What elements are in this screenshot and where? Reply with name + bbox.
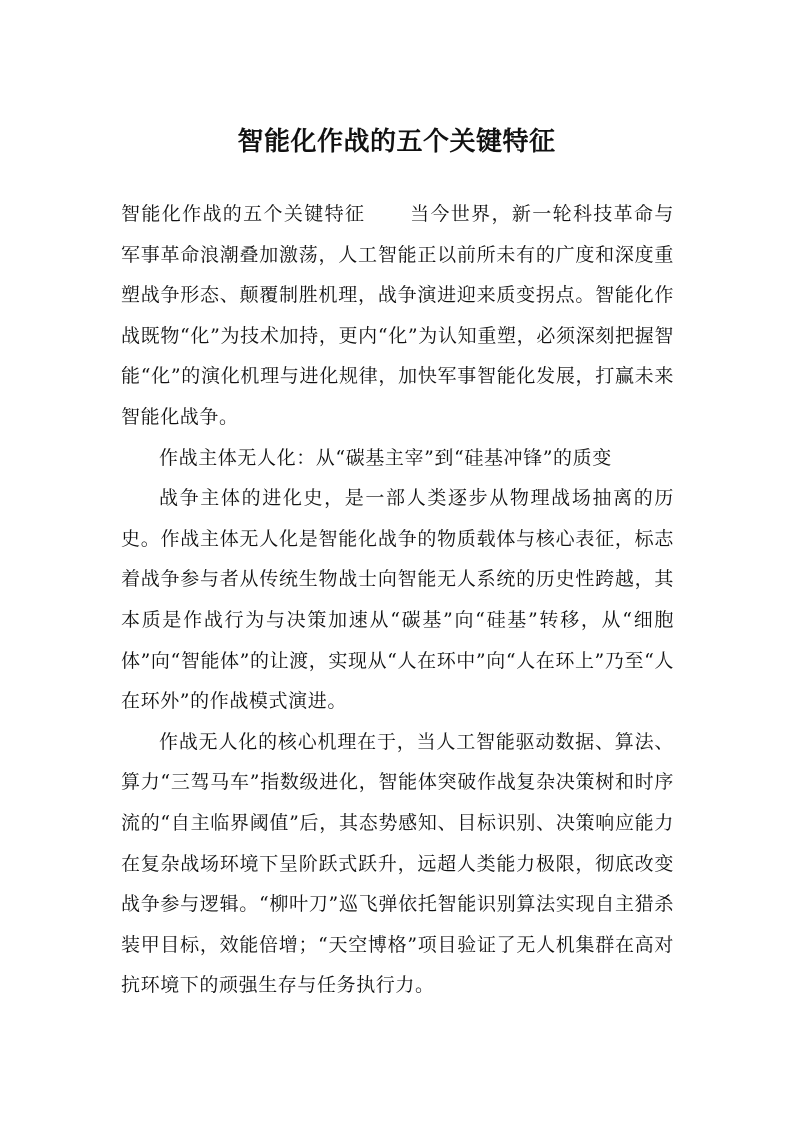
document-body — [121, 194, 674, 1006]
body-paragraph-2: 作战无人化的核心机理在于，当人工智能驱动数据、算法、算力“三驾马车”指数级进化，智能体突破作战复杂决策树和时序流的“自主临界阈值”后，其态势感知、目标识别、决策响应能力在复杂战场环境下呈阶跃式跃升，远超人类能力极限，彻底改变战争参与逻辑。“柳叶刀”巡飞弹依托智能识别算法实现自主猎杀装甲目标，效能倍增；“天空博格”项目验证了无人机集群在高对抗环境下的顽强生存与任务执行力。 — [121, 730, 674, 997]
body-paragraph-1: 战争主体的进化史，是一部人类逐步从物理战场抽离的历史。作战主体无人化是智能化战争的物质载体与核心表征，标志着战争参与者从传统生物战士向智能无人系统的历史性跨越，其本质是作战行为与决策加速从“碳基”向“硅基”转移，从“细胞体”向“智能体”的让渡，实现从“人在环中”向“人在环上”乃至“人在环外”的作战模式演进。 — [121, 487, 674, 713]
intro-text: 当今世界，新一轮科技革命与军事革命浪潮叠加激荡，人工智能正以前所未有的广度和深度重塑战争形态、颠覆制胜机理，战争演进迎来质变拐点。智能化作战既物“化”为技术加持，更内“化”为认知重塑，必须深刻把握智能“化”的演化机理与进化规律，加快军事智能化发展，打赢未来智能化战争。 — [121, 203, 675, 428]
intro-paragraph — [121, 194, 674, 438]
section-heading: 作战主体无人化：从“碳基主宰”到“硅基冲锋”的质变 — [159, 446, 612, 469]
document-title: 智能化作战的五个关键特征 — [237, 127, 556, 157]
intro-heading: 智能化作战的五个关键特征 — [121, 203, 366, 225]
